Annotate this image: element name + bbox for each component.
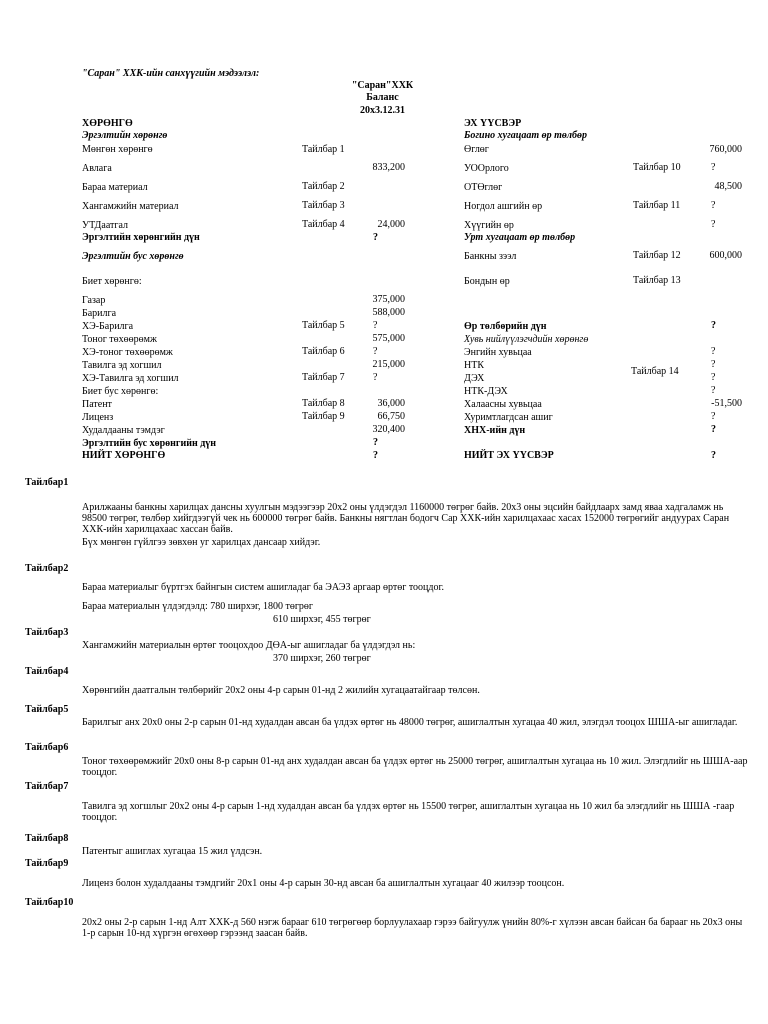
note-3-text: Хангамжийн материалын өртөг тооцохдоо ДӨА-ыг ашигладаг ба үлдэгдэл нь: (82, 640, 416, 651)
note-1-text: Арилжааны банкны харилцах дансны хуулгын мэдээгээр 20х2 оны үлдэгдэл 1160000 төгрөг байв. 20х3 оны эцсийн байдлаарх замд яваа хадгаламж нь 98500 төгрөг, төлбөр хийгдээгүй чек нь 600000 төгрөг байв. Банкны нягтлан бодогч Сар ХХК-ийн харилцахаас хасах 152000 төгрөгийг андуурах Саран ХХК-ийн харилцахаас хассан байв. (82, 502, 730, 535)
asset-label-cash: Мөнгөн хөрөнгө (82, 144, 153, 155)
note-7-text: Тавилга эд хогшлыг 20х2 оны 4-р сарын 1-нд худалдан авсан ба үлдэх өртөг нь 15500 төгрөг, ашиглалтын хугацаа нь 10 жил ба элэгдлийг нь ШША -гаар тооцдог. (82, 801, 735, 823)
asset-value-license: 66,750 (377, 411, 405, 422)
asset-value-prepaid: 24,000 (377, 219, 405, 230)
liab-label-payable: Өглөг (464, 144, 489, 155)
asset-label-land: Газар (82, 295, 106, 306)
asset-note-dep-furniture: Тайлбар 7 (302, 372, 345, 383)
total-assets-value: ? (373, 450, 378, 461)
asset-value-dep-furniture: ? (373, 372, 378, 383)
equity-heading: Хувь нийлүүлэгчдийн хөрөнгө (464, 334, 589, 345)
asset-note-patent: Тайлбар 8 (302, 398, 345, 409)
note-9-text: Лиценз болон худалдааны тэмдгийг 20х1 оны 4-р сарын 30-нд авсан ба ашиглалтын хугацааг 40 жилээр тооцсон. (82, 878, 565, 889)
liab-value-unearned: ? (711, 162, 716, 173)
total-liabilities-label: НИЙТ ЭХ ҮҮСВЭР (464, 450, 554, 461)
equity-value-ntk: ? (711, 359, 716, 370)
note-8-text: Патентыг ашиглах хугацаа 15 жил үлдсэн. (82, 846, 263, 857)
note-3-heading: Тайлбар3 (25, 627, 69, 638)
asset-value-land: 375,000 (372, 294, 405, 305)
noncurrent-assets-heading: Эргэлтийн бус хөрөнгө (82, 251, 184, 262)
equity-label-ntk: НТК (464, 360, 484, 371)
total-liabilities-value: ? (711, 450, 716, 461)
equity-note: Тайлбар 14 (631, 366, 679, 377)
asset-label-license: Лиценз (82, 412, 114, 423)
liab-value-interest: ? (711, 219, 716, 230)
intangible-assets-heading: Биет бус хөрөнгө: (82, 386, 159, 397)
asset-value-furniture: 215,000 (372, 359, 405, 370)
short-term-heading: Богино хугацаат өр төлбөр (464, 130, 588, 141)
asset-note-goods: Тайлбар 2 (302, 181, 345, 192)
liab-label-other-payable: ОТӨглөг (464, 182, 503, 193)
liab-value-bank-loan: 600,000 (709, 250, 742, 261)
intro-text: "Саран" ХХК-ийн санхүүгийн мэдээлэл: (82, 68, 260, 79)
liab-note-bank-loan: Тайлбар 12 (633, 250, 681, 261)
asset-label-furniture: Тавилга эд хогшил (82, 360, 162, 371)
asset-note-prepaid: Тайлбар 4 (302, 219, 345, 230)
equity-value-ntk-dekh: ? (711, 385, 716, 396)
note-2-text-3: 610 ширхэг, 455 төгрөг (273, 614, 371, 625)
note-5-text: Барилгыг анх 20х0 оны 2-р сарын 01-нд худалдан авсан ба үлдэх өртөг нь 48000 төгрөг, ашиглалтын хугацаа 40 жил, элэгдэл тооцох ШША-ыг ашигладаг. (82, 717, 738, 728)
asset-value-dep-equipment: ? (373, 346, 378, 357)
equity-label-ntk-dekh: НТК-ДЭХ (464, 386, 508, 397)
current-assets-heading: Эргэлтийн хөрөнгө (82, 130, 168, 141)
noncurrent-assets-total-label: Эргэлтийн бус хөрөнгийн дүн (82, 438, 217, 449)
note-10-text: 20х2 оны 2-р сарын 1-нд Алт ХХК-д 560 нэгж барааг 610 төгрөгөөр борлуулахаар гэрээ байгуулж үнийн 80%-г хүлээн авсан байсан ба барааг нь 20х3 оны 1-р сарын 10-нд хүргэн өгөхөөр гэрээнд заасан байв. (82, 917, 743, 939)
note-1-heading: Тайлбар1 (25, 477, 69, 488)
report-name: Баланс (366, 92, 399, 103)
asset-note-license: Тайлбар 9 (302, 411, 345, 422)
asset-value-equipment: 575,000 (372, 333, 405, 344)
asset-note-supplies: Тайлбар 3 (302, 200, 345, 211)
liab-value-payable: 760,000 (709, 144, 742, 155)
asset-label-patent: Патент (82, 399, 112, 410)
liab-value-other-payable: 48,500 (714, 181, 742, 192)
equity-value-dekh: ? (711, 372, 716, 383)
asset-value-dep-building: ? (373, 320, 378, 331)
tangible-assets-heading: Биет хөрөнгө: (82, 276, 142, 287)
long-term-heading: Урт хугацаат өр төлбөр (464, 232, 576, 243)
note-6-heading: Тайлбар6 (25, 742, 69, 753)
noncurrent-assets-total-value: ? (373, 437, 378, 448)
note-9-heading: Тайлбар9 (25, 858, 69, 869)
equity-value-retained: ? (711, 411, 716, 422)
note-2-text: Бараа материалыг бүртгэх байнгын систем ашигладаг ба ЭАЭЗ аргаар өртөг тооцдог. (82, 582, 444, 593)
asset-value-patent: 36,000 (377, 398, 405, 409)
asset-label-goods: Бараа материал (82, 182, 148, 193)
equity-total-value: ? (711, 424, 716, 435)
equity-value-common: ? (711, 346, 716, 357)
current-assets-total-label: Эргэлтийн хөрөнгийн дүн (82, 232, 200, 243)
equity-label-retained: Хуримтлагдсан ашиг (464, 412, 553, 423)
note-3-text-2: 370 ширхэг, 260 төгрөг (273, 653, 371, 664)
assets-heading: ХӨРӨНГӨ (82, 118, 133, 129)
liab-note-bonds: Тайлбар 13 (633, 275, 681, 286)
note-2-text-2: Бараа материалын үлдэгдэлд: 780 ширхэг, 1800 төгрөг (82, 601, 314, 612)
liab-label-bank-loan: Банкны зээл (464, 251, 517, 262)
note-4-heading: Тайлбар4 (25, 666, 69, 677)
asset-label-dep-furniture: ХЭ-Тавилга эд хогшил (82, 373, 179, 384)
equity-label-dekh: ДЭХ (464, 373, 485, 384)
asset-value-building: 588,000 (372, 307, 405, 318)
liab-note-unearned: Тайлбар 10 (633, 162, 681, 173)
asset-label-building: Барилга (82, 308, 117, 319)
liab-note-dividend: Тайлбар 11 (633, 200, 681, 211)
asset-label-prepaid: УТДаатгал (82, 220, 128, 231)
asset-note-cash: Тайлбар 1 (302, 144, 345, 155)
note-1-text-2: Бүх мөнгөн гүйлгээ зөвхөн уг харилцах дансаар хийдэг. (82, 537, 321, 548)
note-7-heading: Тайлбар7 (25, 781, 69, 792)
liab-label-unearned: УООрлого (464, 163, 509, 174)
equity-label-common: Энгийн хувьцаа (464, 347, 532, 358)
liab-label-dividend: Ногдол ашгийн өр (464, 201, 543, 212)
equity-value-treasury: -51,500 (711, 398, 742, 409)
current-assets-total-value: ? (373, 232, 378, 243)
asset-value-receivables: 833,200 (372, 162, 405, 173)
note-4-text: Хөрөнгийн даатгалын төлбөрийг 20х2 оны 4-р сарын 01-нд 2 жилийн хугацаатайгаар төлсөн. (82, 685, 480, 696)
note-5-heading: Тайлбар5 (25, 704, 69, 715)
liabilities-heading: ЭХ ҮҮСВЭР (464, 118, 522, 129)
note-8-heading: Тайлбар8 (25, 833, 69, 844)
asset-label-receivables: Авлага (82, 163, 112, 174)
liab-value-dividend: ? (711, 200, 716, 211)
liab-label-bonds: Бондын өр (464, 276, 510, 287)
total-assets-label: НИЙТ ХӨРӨНГӨ (82, 450, 166, 461)
note-2-heading: Тайлбар2 (25, 563, 69, 574)
debt-total-label: Өр төлбөрийн дүн (464, 321, 547, 332)
liab-label-interest: Хүүгийн өр (464, 220, 514, 231)
equity-label-treasury: Халаасны хувьцаа (464, 399, 542, 410)
asset-note-dep-equipment: Тайлбар 6 (302, 346, 345, 357)
asset-value-trademark: 320,400 (372, 424, 405, 435)
asset-label-dep-building: ХЭ-Барилга (82, 321, 134, 332)
asset-note-dep-building: Тайлбар 5 (302, 320, 345, 331)
asset-label-equipment: Тоног төхөөрөмж (82, 334, 157, 345)
note-6-text: Тоног төхөөрөмжийг 20х0 оны 8-р сарын 01-нд анх худалдан авсан ба үлдэх өртөг нь 25000 төгрөг, ашиглалтын хугацаа нь 10 жил. Элэгдлийг нь ШША-аар тооцдог. (82, 756, 748, 778)
asset-label-supplies: Хангамжийн материал (82, 201, 179, 212)
asset-label-dep-equipment: ХЭ-тоног төхөөрөмж (82, 347, 173, 358)
note-10-heading: Тайлбар10 (25, 897, 74, 908)
asset-label-trademark: Худалдааны тэмдэг (82, 425, 165, 436)
equity-total-label: ХНХ-ийн дүн (464, 425, 526, 436)
report-date: 20x3.12.31 (360, 105, 405, 116)
company-name: "Саран"ХХК (351, 80, 414, 91)
debt-total-value: ? (711, 320, 716, 331)
